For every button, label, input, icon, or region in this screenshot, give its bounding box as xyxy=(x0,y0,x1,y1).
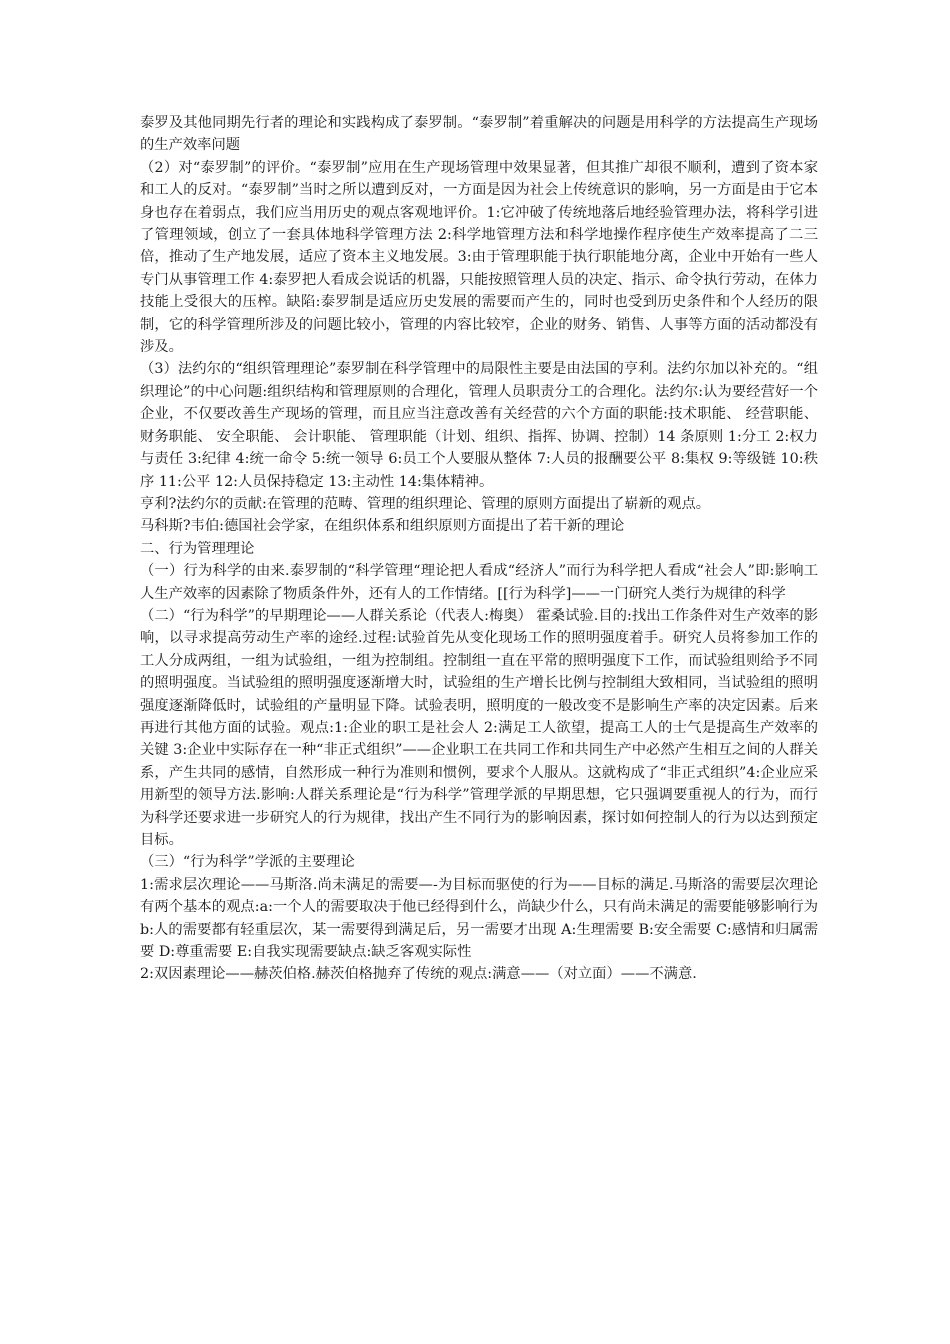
paragraph-fayol-organization-theory: （3）法约尔的“组织管理理论”泰罗制在科学管理中的局限性主要是由法国的亨利。法约尔加以补充的。“组织理论”的中心问题:组织结构和管理原则的合理化，管理人员职责分工的合理化。法约尔:认为要经营好一个企业，不仅要改善生产现场的管理，而且应当注意改善有关经营的六个方面的职能:技术职能、 经营职能、 财务职能、 安全职能、 会计职能、 管理职能（计划、组织、指挥、协调、控制）14 条原则 1:分工 2:权力与责任 3:纪律 4:统一命令 5:统一领导 6:员工个人要服从整体 7:人员的报酬要公平 8:集权 9:等级链 10:秩序 11:公平 12:人员保持稳定 13:主动性 14:集体精神。 xyxy=(140,361,818,490)
subheading-main-theories: （三）“行为科学”学派的主要理论 xyxy=(140,854,355,871)
paragraph-maslow-hierarchy: 1:需求层次理论——马斯洛.尚未满足的需要—-为目标而驱使的行为——目标的满足.马斯洛的需要层次理论有两个基本的观点:a:一个人的需要取决于他已经得到什么，尚缺少什么，只有尚未满足的需要能够影响行为 b:人的需要都有轻重层次，某一需要得到满足后，另一需要才出现 A:生理需要 B:安全需要 C:感情和归属需要 D:尊重需要 E:自我实现需要缺点:缺乏客观实际性 xyxy=(140,876,818,961)
paragraph-fayol-contribution: 亨利?法约尔的贡献:在管理的范畴、管理的组织理论、管理的原则方面提出了崭新的观点。 xyxy=(140,495,711,512)
paragraph-human-relations-theory: （二）“行为科学”的早期理论——人群关系论（代表人:梅奥） 霍桑试验.目的:找出工作条件对生产效率的影响，以寻求提高劳动生产率的途经.过程:试验首先从变化现场工作的照明强度着手。研究人员将参加工作的工人分成两组，一组为试验组，一组为控制组。控制组一直在平常的照明强度下工作，而试验组则给予不同的照明强度。当试验组的照明强度逐渐增大时，试验组的生产增长比例与控制组大致相同，当试验组的照明强度逐渐降低时，试验组的产量明显下降。试验表明，照明度的一般改变不是影响生产率的决定因素。后来再进行其他方面的试验。观点:1:企业的职工是社会人 2:满足工人欲望，提高工人的士气是提高生产效率的关键 3:企业中实际存在一种“非正式组织”——企业职工在共同工作和共同生产中必然产生相互之间的人群关系，产生共同的感情，自然形成一种行为准则和惯例，要求个人服从。这就构成了“非正式组织”4:企业应采用新型的领导方法.影响:人群关系理论是“行为科学”管理学派的早期思想，它只强调要重视人的行为，而行为科学还要求进一步研究人的行为规律，找出产生不同行为的影响因素，探讨如何控制人的行为以达到预定目标。 xyxy=(140,607,818,848)
paragraph-taylor-system-intro: 泰罗及其他同期先行者的理论和实践构成了泰罗制。“泰罗制”着重解决的问题是用科学的方法提高生产现场的生产效率问题 xyxy=(140,115,818,154)
section-heading-behavioral-management: 二、行为管理理论 xyxy=(140,540,255,557)
paragraph-behavioral-science-origin: （一）行为科学的由来.泰罗制的“科学管理“理论把人看成“经济人”而行为科学把人看成“社会人”即:影响工人生产效率的因素除了物质条件外，还有人的工作情绪。[[行为科学]——一门研究人类行为规律的科学 xyxy=(140,563,818,602)
document-body xyxy=(140,112,818,986)
paragraph-taylor-evaluation: （2）对“泰罗制”的评价。“泰罗制”应用在生产现场管理中效果显著，但其推广却很不顺利，遭到了资本家和工人的反对。“泰罗制”当时之所以遭到反对，一方面是因为社会上传统意识的影响，另一方面是由于它本身也存在着弱点，我们应当用历史的观点客观地评价。1:它冲破了传统地落后地经验管理办法，将科学引进了管理领域，创立了一套具体地科学管理方法 2:科学地管理方法和科学地操作程序使生产效率提高了二三倍，推动了生产地发展，适应了资本主义地发展。3:由于管理职能于执行职能地分离，企业中开始有一些人专门从事管理工作 4:泰罗把人看成会说话的机器，只能按照管理人员的决定、指示、命令执行劳动，在体力技能上受很大的压榨。缺陷:泰罗制是适应历史发展的需要而产生的，同时也受到历史条件和个人经历的限制，它的科学管理所涉及的问题比较小，管理的内容比较窄，企业的财务、销售、人事等方面的活动都没有涉及。 xyxy=(140,159,818,356)
paragraph-max-weber: 马科斯?韦伯:德国社会学家，在组织体系和组织原则方面提出了若干新的理论 xyxy=(140,518,625,535)
paragraph-herzberg-two-factor: 2:双因素理论——赫茨伯格.赫茨伯格抛弃了传统的观点:满意——（对立面）——不满意. xyxy=(140,966,697,983)
